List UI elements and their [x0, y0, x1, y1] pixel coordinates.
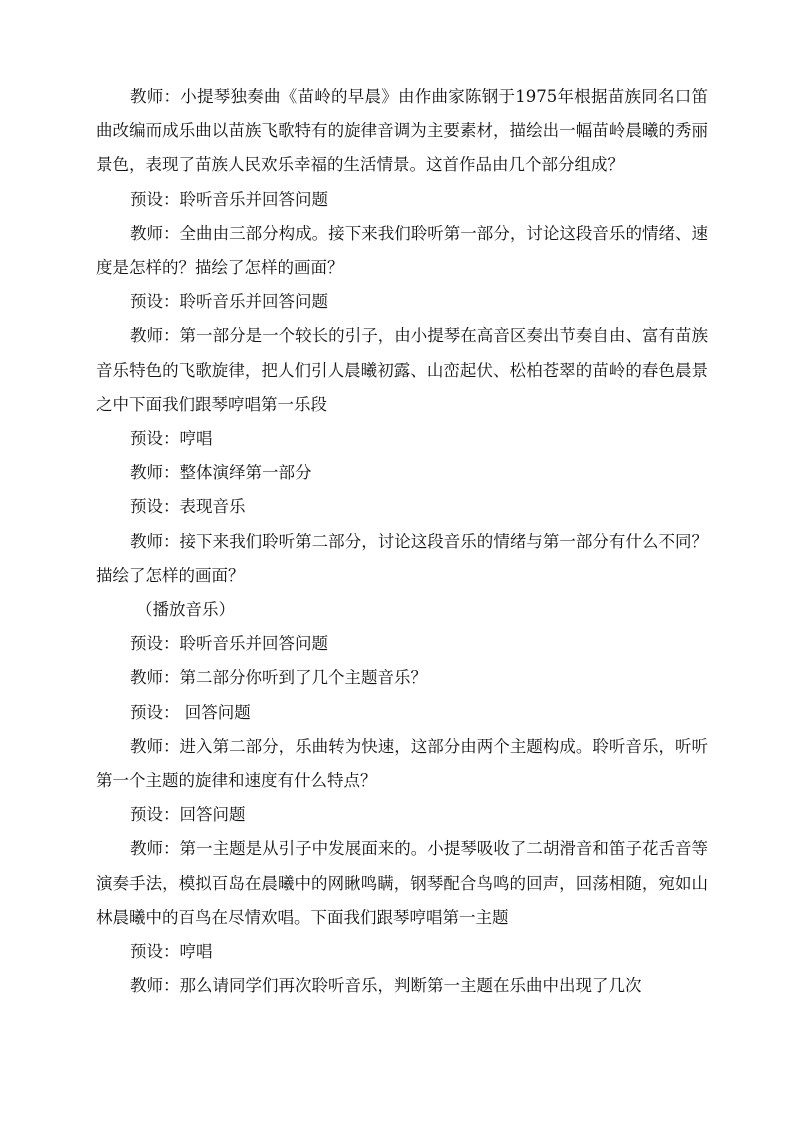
document-page [96, 80, 708, 1003]
paragraph-stage-direction: （播放音乐） [136, 600, 235, 620]
paragraph-preset: 预设：哼唱 [130, 429, 213, 449]
paragraph-teacher: 教师：第一主题是从引子中发展面来的。小提琴吸收了二胡滑音和笛子花舌音等演奏手法，模拟百岛在晨曦中的网瞅鸣瞒，钢琴配合鸟鸣的回声，回荡相随，宛如山林晨曦中的百鸟在尽情欢唱。下面我们跟琴哼唱第一主题 [96, 839, 708, 927]
paragraph-preset: 预设：聆听音乐并回答问题 [130, 189, 328, 209]
paragraph-teacher: 教师：接下来我们聆听第二部分，讨论这段音乐的情绪与第一部分有什么不同？描绘了怎样的画面？ [96, 531, 708, 585]
paragraph-teacher: 教师：第一部分是一个较长的引子，由小提琴在高音区奏出节奏自由、富有苗族音乐特色的飞歌旋律，把人们引人晨曦初露、山峦起伏、松柏苍翠的苗岭的春色晨景之中下面我们跟琴哼唱第一乐段 [96, 326, 708, 414]
paragraph-teacher: 教师：第二部分你听到了几个主题音乐？ [130, 668, 427, 688]
paragraph-teacher: 教师：全曲由三部分构成。接下来我们聆听第一部分，讨论这段音乐的情绪、速度是怎样的？描绘了怎样的画面？ [96, 223, 708, 278]
paragraph-preset: 预设：哼唱 [130, 942, 213, 962]
paragraph-teacher: 教师：那么请同学们再次聆听音乐，判断第一主题在乐曲中出现了几次 [130, 976, 642, 996]
paragraph-preset: 预设：表现音乐 [130, 497, 246, 517]
paragraph-preset: 预设：聆听音乐并回答问题 [130, 292, 328, 312]
paragraph-preset: 预设：聆听音乐并回答问题 [130, 634, 328, 654]
paragraph-preset: 预设： 回答问题 [130, 702, 251, 722]
paragraph-teacher-intro: 教师：小提琴独奏曲《苗岭的早晨》由作曲家陈钢于1975年根据苗族同名口笛曲改编而成乐曲以苗族飞歌特有的旋律音调为主要素材，描绘出一幅苗岭晨曦的秀丽景色，表现了苗族人民欢乐幸福的生活情景。这首作品由几个部分组成？ [96, 87, 708, 175]
paragraph-teacher: 教师：进入第二部分，乐曲转为快速，这部分由两个主题构成。聆听音乐，听听第一个主题的旋律和速度有什么特点？ [96, 736, 708, 791]
paragraph-teacher: 教师：整体演绎第一部分 [130, 463, 312, 483]
paragraph-preset: 预设：回答问题 [130, 805, 246, 825]
